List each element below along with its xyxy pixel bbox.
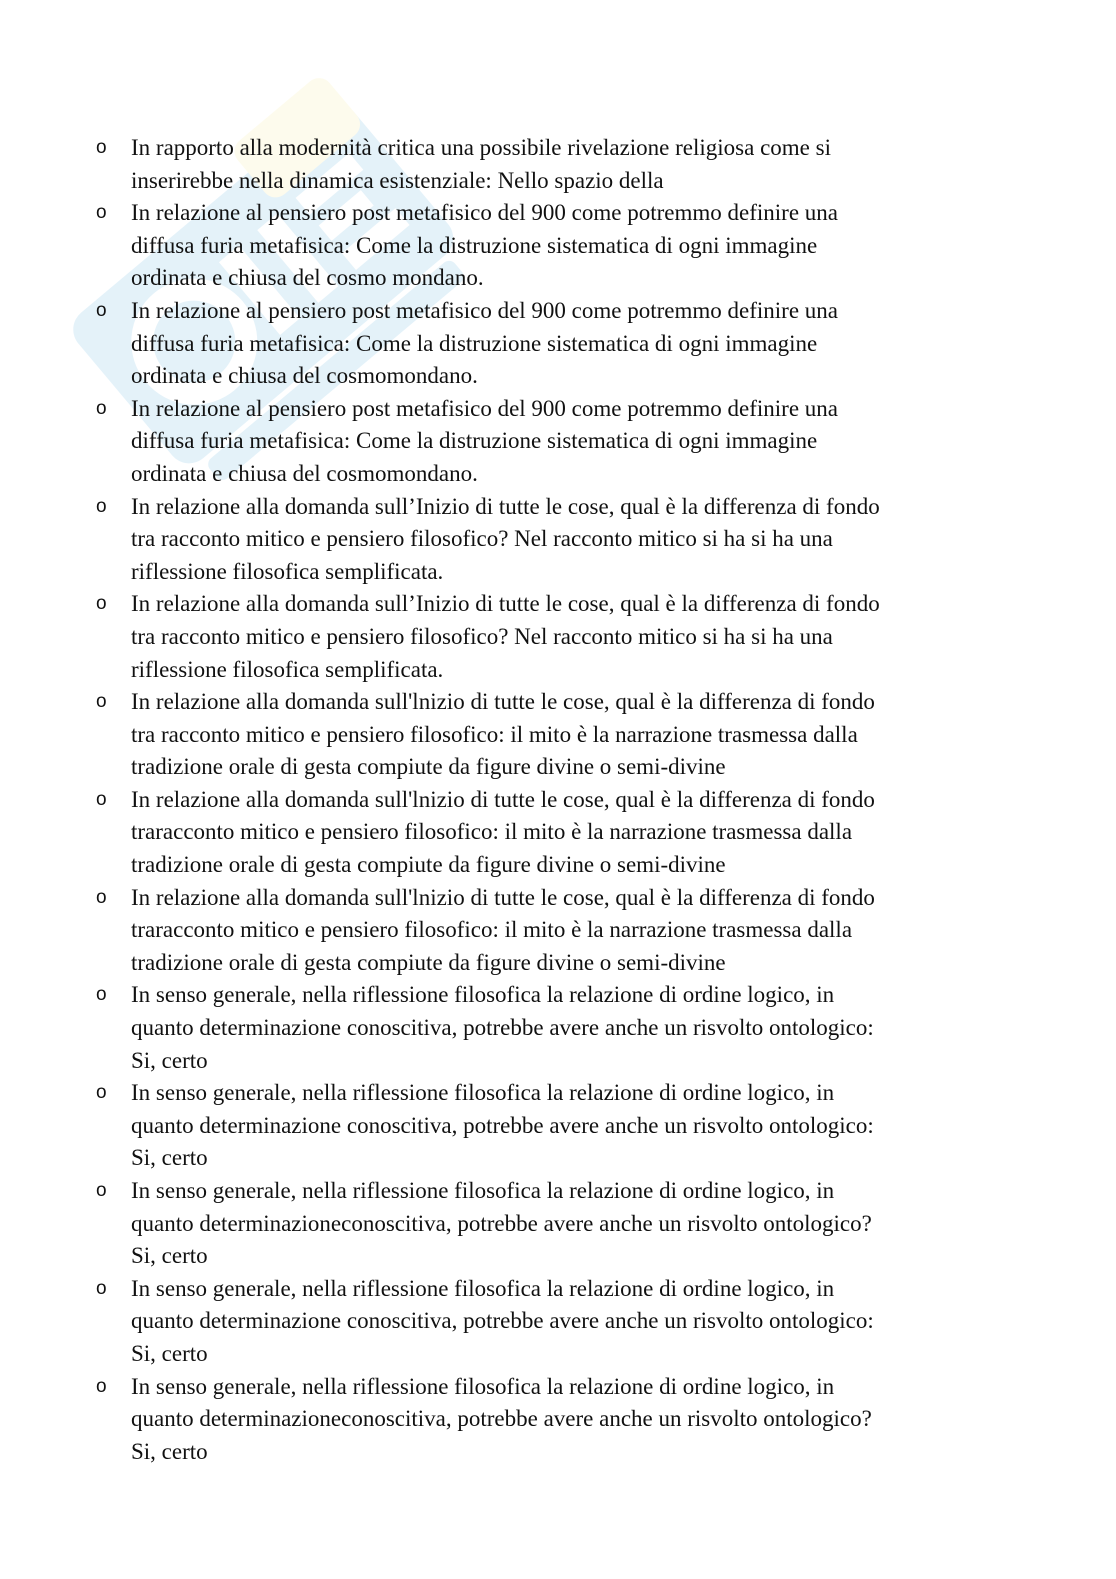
- item-text-line: In senso generale, nella riflessione filosofica la relazione di ordine logico, in: [131, 1080, 835, 1106]
- item-text-line: In relazione alla domanda sull’Inizio di tutte le cose, qual è la differenza di fondo: [131, 493, 880, 519]
- item-text-line: ordinata e chiusa del cosmo mondano.: [131, 265, 484, 291]
- bullet-icon: o: [96, 495, 107, 517]
- bullet-icon: o: [96, 984, 107, 1006]
- bullet-icon: o: [96, 397, 107, 419]
- bullet-icon: o: [96, 1082, 107, 1104]
- list-item: [96, 132, 996, 197]
- item-text-line: In relazione al pensiero post metafisico del 900 come potremmo definire una: [131, 200, 839, 226]
- item-text-line: tra racconto mitico e pensiero filosofico: il mito è la narrazione trasmessa dalla: [131, 721, 858, 747]
- item-text-line: quanto determinazioneconoscitiva, potrebbe avere anche un risvolto ontologico?: [131, 1210, 872, 1236]
- question-list: [96, 132, 996, 1468]
- item-text-line: riflessione filosofica semplificata.: [131, 558, 444, 584]
- bullet-icon: o: [96, 1277, 107, 1299]
- list-item: [96, 393, 996, 491]
- item-text-line: In relazione alla domanda sull’Inizio di tutte le cose, qual è la differenza di fondo: [131, 591, 880, 617]
- list-item: [96, 1273, 996, 1371]
- bullet-icon: o: [96, 137, 107, 158]
- item-text-line: In senso generale, nella riflessione filosofica la relazione di ordine logico, in: [131, 1275, 835, 1301]
- item-text-line: traracconto mitico e pensiero filosofico: il mito è la narrazione trasmessa dalla: [131, 819, 853, 845]
- list-item: [96, 979, 996, 1077]
- item-text-line: quanto determinazioneconoscitiva, potrebbe avere anche un risvolto ontologico?: [131, 1406, 872, 1432]
- item-text-line: In senso generale, nella riflessione filosofica la relazione di ordine logico, in: [131, 982, 835, 1008]
- bullet-icon: o: [96, 593, 107, 615]
- item-text-line: traracconto mitico e pensiero filosofico: il mito è la narrazione trasmessa dalla: [131, 917, 853, 943]
- list-item: [96, 1175, 996, 1273]
- item-text-line: tradizione orale di gesta compiute da figure divine o semi-divine: [131, 949, 726, 975]
- bullet-icon: o: [96, 1375, 107, 1397]
- list-item: [96, 1371, 996, 1469]
- item-text-line: In relazione alla domanda sull'lnizio di tutte le cose, qual è la differenza di fondo: [131, 689, 875, 715]
- item-text-line: Si, certo: [131, 1340, 208, 1366]
- bullet-icon: o: [96, 788, 107, 810]
- list-item: [96, 197, 996, 295]
- item-text-line: In relazione al pensiero post metafisico del 900 come potremmo definire una: [131, 395, 839, 421]
- item-text-line: ordinata e chiusa del cosmomondano.: [131, 363, 478, 389]
- item-text-line: quanto determinazione conoscitiva, potrebbe avere anche un risvolto ontologico:: [131, 1112, 874, 1138]
- item-text-line: diffusa furia metafisica: Come la distruzione sistematica di ogni immagine: [131, 428, 818, 454]
- item-text-line: quanto determinazione conoscitiva, potrebbe avere anche un risvolto ontologico:: [131, 1015, 874, 1041]
- bullet-icon: o: [96, 1180, 107, 1201]
- item-text-line: In senso generale, nella riflessione filosofica la relazione di ordine logico, in: [131, 1178, 835, 1203]
- item-text-line: Si, certo: [131, 1243, 208, 1269]
- item-text-line: inserirebbe nella dinamica esistenziale: Nello spazio della: [131, 167, 664, 193]
- item-text-line: tradizione orale di gesta compiute da figure divine o semi-divine: [131, 754, 726, 780]
- item-text-line: quanto determinazione conoscitiva, potrebbe avere anche un risvolto ontologico:: [131, 1308, 874, 1334]
- item-text-line: tra racconto mitico e pensiero filosofico? Nel racconto mitico si ha si ha una: [131, 526, 833, 552]
- item-text-line: In senso generale, nella riflessione filosofica la relazione di ordine logico, in: [131, 1373, 835, 1399]
- bullet-icon: o: [96, 202, 107, 224]
- item-text-line: In rapporto alla modernità critica una possibile rivelazione religiosa come si: [131, 135, 831, 160]
- item-text-line: Si, certo: [131, 1438, 208, 1464]
- list-item: [96, 588, 996, 686]
- item-text-line: diffusa furia metafisica: Come la distruzione sistematica di ogni immagine: [131, 330, 818, 356]
- item-text-line: diffusa furia metafisica: Come la distruzione sistematica di ogni immagine: [131, 232, 818, 258]
- item-text-line: tradizione orale di gesta compiute da figure divine o semi-divine: [131, 852, 726, 878]
- list-item: [96, 686, 996, 784]
- item-text-line: ordinata e chiusa del cosmomondano.: [131, 460, 478, 486]
- item-text-line: tra racconto mitico e pensiero filosofico? Nel racconto mitico si ha si ha una: [131, 623, 833, 649]
- list-item: [96, 882, 996, 980]
- bullet-icon: o: [96, 691, 107, 713]
- list-item: [96, 295, 996, 393]
- list-item: [96, 491, 996, 589]
- item-text-line: Si, certo: [131, 1145, 208, 1171]
- list-item: [96, 784, 996, 882]
- item-text-line: riflessione filosofica semplificata.: [131, 656, 444, 682]
- list-item: [96, 1077, 996, 1175]
- item-text-line: In relazione alla domanda sull'lnizio di tutte le cose, qual è la differenza di fondo: [131, 884, 875, 910]
- item-text-line: Si, certo: [131, 1047, 208, 1073]
- item-text-line: In relazione alla domanda sull'lnizio di tutte le cose, qual è la differenza di fondo: [131, 786, 875, 812]
- bullet-icon: o: [96, 886, 107, 908]
- bullet-icon: o: [96, 299, 107, 321]
- item-text-line: In relazione al pensiero post metafisico del 900 come potremmo definire una: [131, 297, 839, 323]
